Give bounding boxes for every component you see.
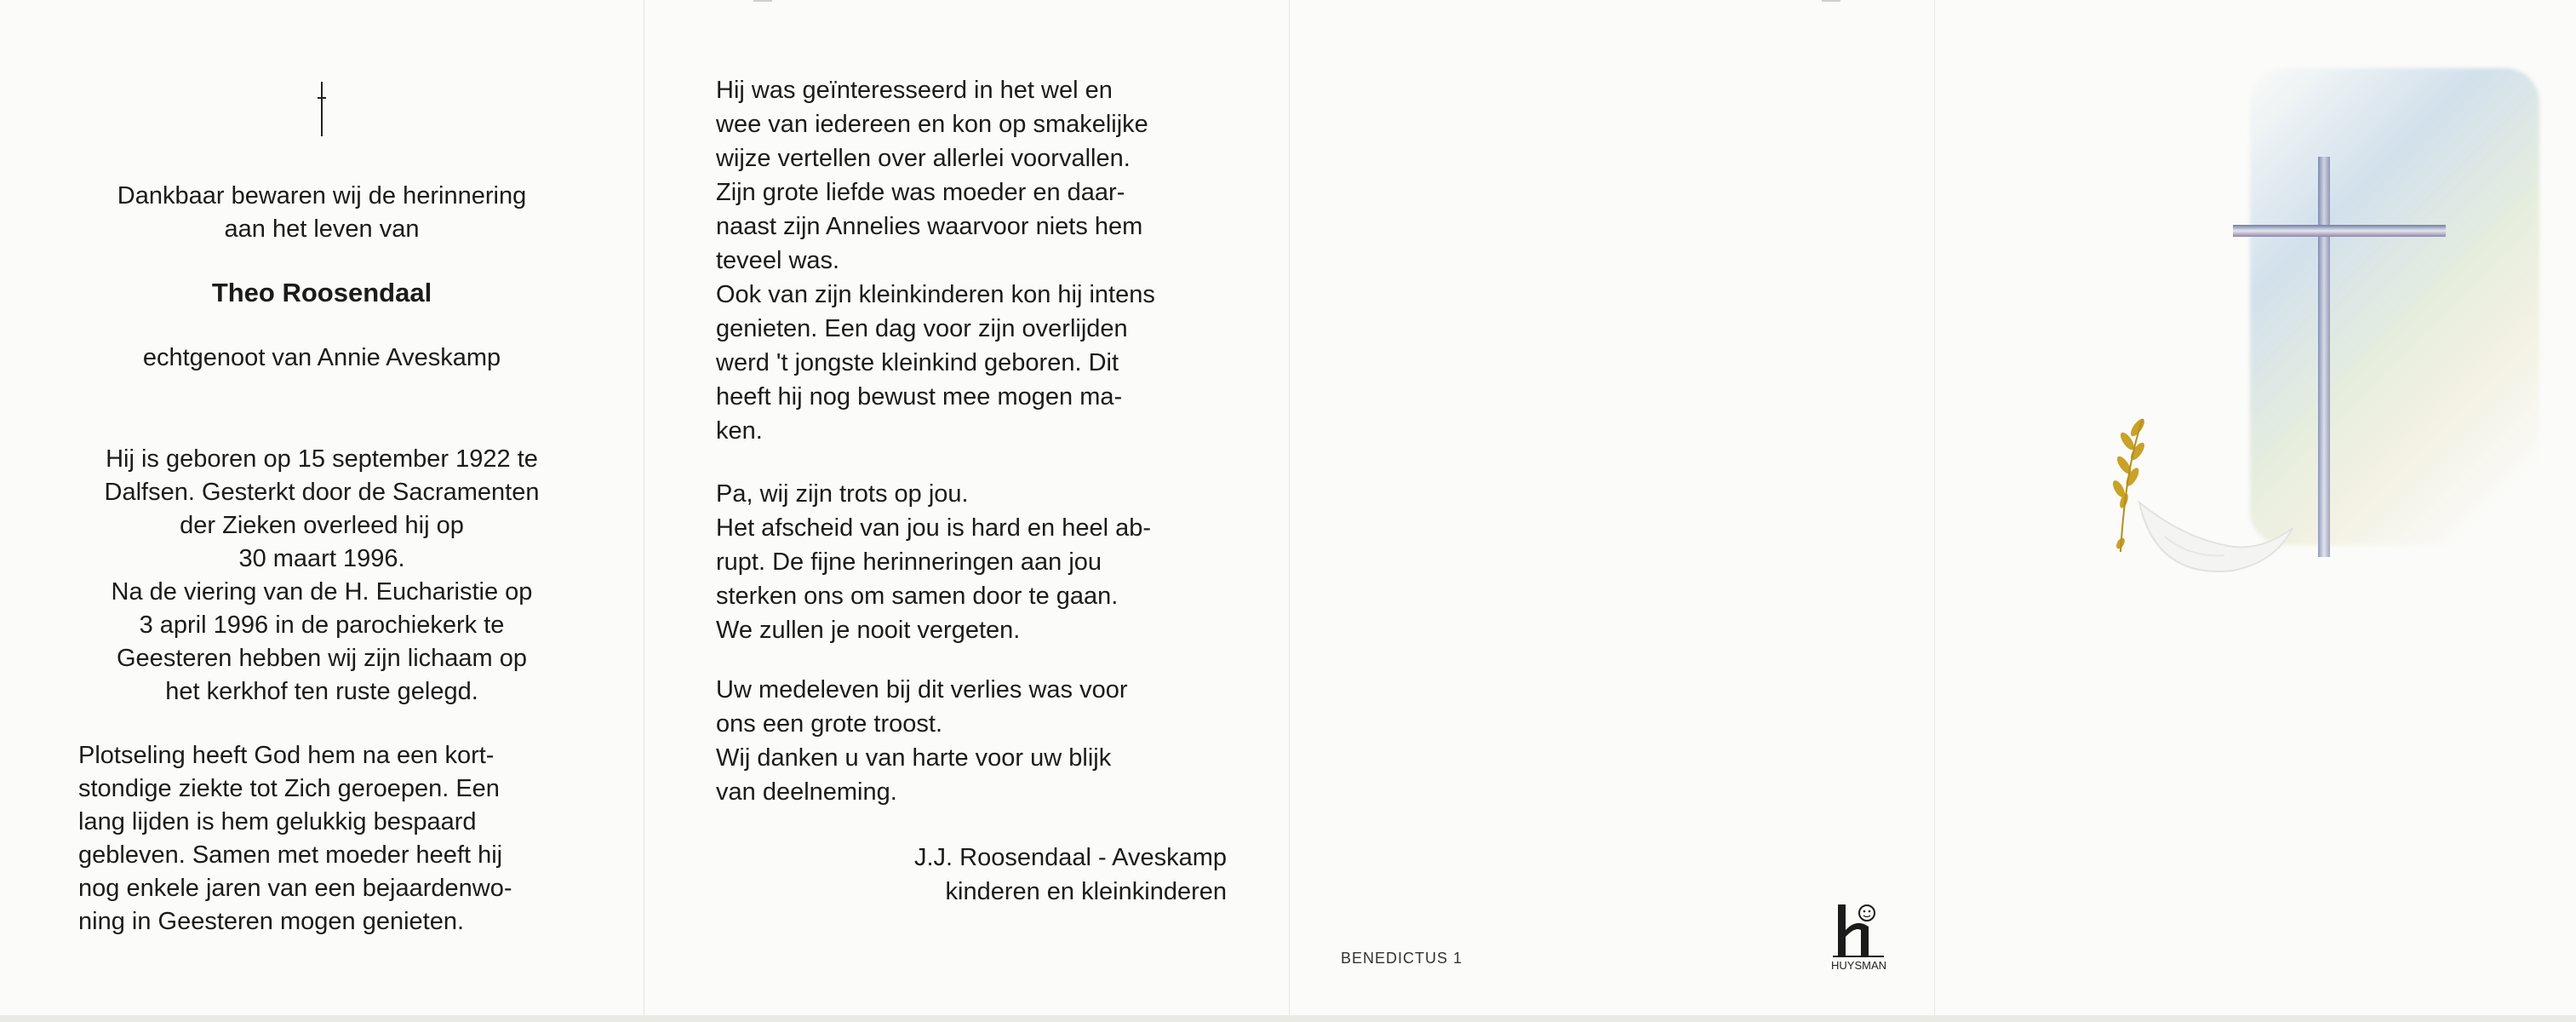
paragraph-farewell (716, 477, 1227, 647)
bio-line: Hij is geboren op 15 september 1922 te (106, 445, 538, 473)
signature-line: kinderen en kleinkinderen (945, 878, 1227, 905)
para-line: Ook van zijn kleinkinderen kon hij intens (716, 281, 1155, 308)
para-line: werd 't jongste kleinkind geboren. Dit (716, 349, 1119, 376)
spouse-line: echtgenoot van Annie Aveskamp (142, 344, 501, 371)
bio-line: Dalfsen. Gesterkt door de Sacramenten (104, 479, 540, 506)
fold-mark (753, 0, 772, 2)
intro-line: aan het leven van (224, 215, 420, 243)
para-line: ken. (716, 417, 763, 445)
publisher-logo (1831, 901, 1886, 978)
signature-line: J.J. Roosendaal - Aveskamp (914, 844, 1227, 871)
para-line: rupt. De fijne herinneringen aan jou (716, 548, 1102, 576)
para-line: Het afscheid van jou is hard en heel ab- (716, 514, 1152, 542)
panel-middle-left (644, 0, 1289, 1022)
panel-left (0, 0, 644, 1022)
bio-line: 3 april 1996 in de parochiekerk te (139, 611, 505, 639)
bio-line: Na de viering van de H. Eucharistie op (111, 578, 533, 606)
para-line: wee van iedereen en kon op smakelijke (716, 111, 1148, 138)
dove-icon (2131, 477, 2301, 605)
para-line: Pa, wij zijn trots op jou. (716, 480, 969, 508)
logo-text: HUYSMAN (1831, 959, 1887, 972)
para-line: genieten. Een dag voor zijn overlijden (716, 315, 1128, 342)
para-line: Wij danken u van harte voor uw blijk (716, 744, 1112, 772)
para-line: We zullen je nooit vergeten. (716, 617, 1021, 644)
card-code: BENEDICTUS 1 (1341, 950, 1463, 967)
bio-line: 30 maart 1996. (238, 545, 405, 572)
paragraph-thanks (716, 673, 1227, 809)
signature-block (716, 841, 1227, 909)
bio-line: Geesteren hebben wij zijn lichaam op (117, 645, 527, 672)
intro-text (51, 180, 592, 246)
para-line: naast zijn Annelies waarvoor niets hem (716, 213, 1143, 240)
card-bottom-edge (0, 1015, 2576, 1022)
para-line: Plotseling heeft God hem na een kort- (78, 742, 495, 769)
intro-line: Dankbaar bewaren wij de herinnering (117, 182, 527, 210)
panel-cover (1934, 0, 2576, 1022)
para-line: Uw medeleven bij dit verlies was voor (716, 676, 1128, 703)
para-line: gebleven. Samen met moeder heeft hij (78, 841, 503, 869)
para-line: ons een grote troost. (716, 710, 942, 738)
para-line: ning in Geesteren mogen genieten. (78, 908, 465, 935)
paragraph-character (716, 73, 1227, 448)
fold-mark (1822, 0, 1840, 2)
para-line: heeft hij nog bewust mee mogen ma- (716, 383, 1123, 411)
bio-line: der Zieken overleed hij op (180, 512, 464, 539)
biography-block (51, 443, 592, 709)
para-line: wijze vertellen over allerlei voorvallen. (716, 145, 1131, 172)
para-line: nog enkele jaren van een bejaardenwo- (78, 875, 512, 902)
para-line: Hij was geïnteresseerd in het wel en (716, 77, 1113, 104)
para-line: lang lijden is hem gelukkig bespaard (78, 808, 477, 835)
deceased-name: Theo Roosendaal (211, 278, 432, 307)
para-line: teveel was. (716, 247, 840, 274)
paragraph-sudden (78, 739, 570, 939)
para-line: sterken ons om samen door te gaan. (716, 583, 1119, 610)
latin-cross-icon (318, 82, 326, 136)
logo-h-icon (1831, 901, 1886, 961)
para-line: stondige ziekte tot Zich geroepen. Een (78, 775, 500, 802)
para-line: Zijn grote liefde was moeder en daar- (716, 179, 1125, 206)
panel-middle-right (1289, 0, 1934, 1022)
bio-line: het kerkhof ten ruste gelegd. (165, 678, 478, 705)
para-line: van deelneming. (716, 778, 897, 806)
